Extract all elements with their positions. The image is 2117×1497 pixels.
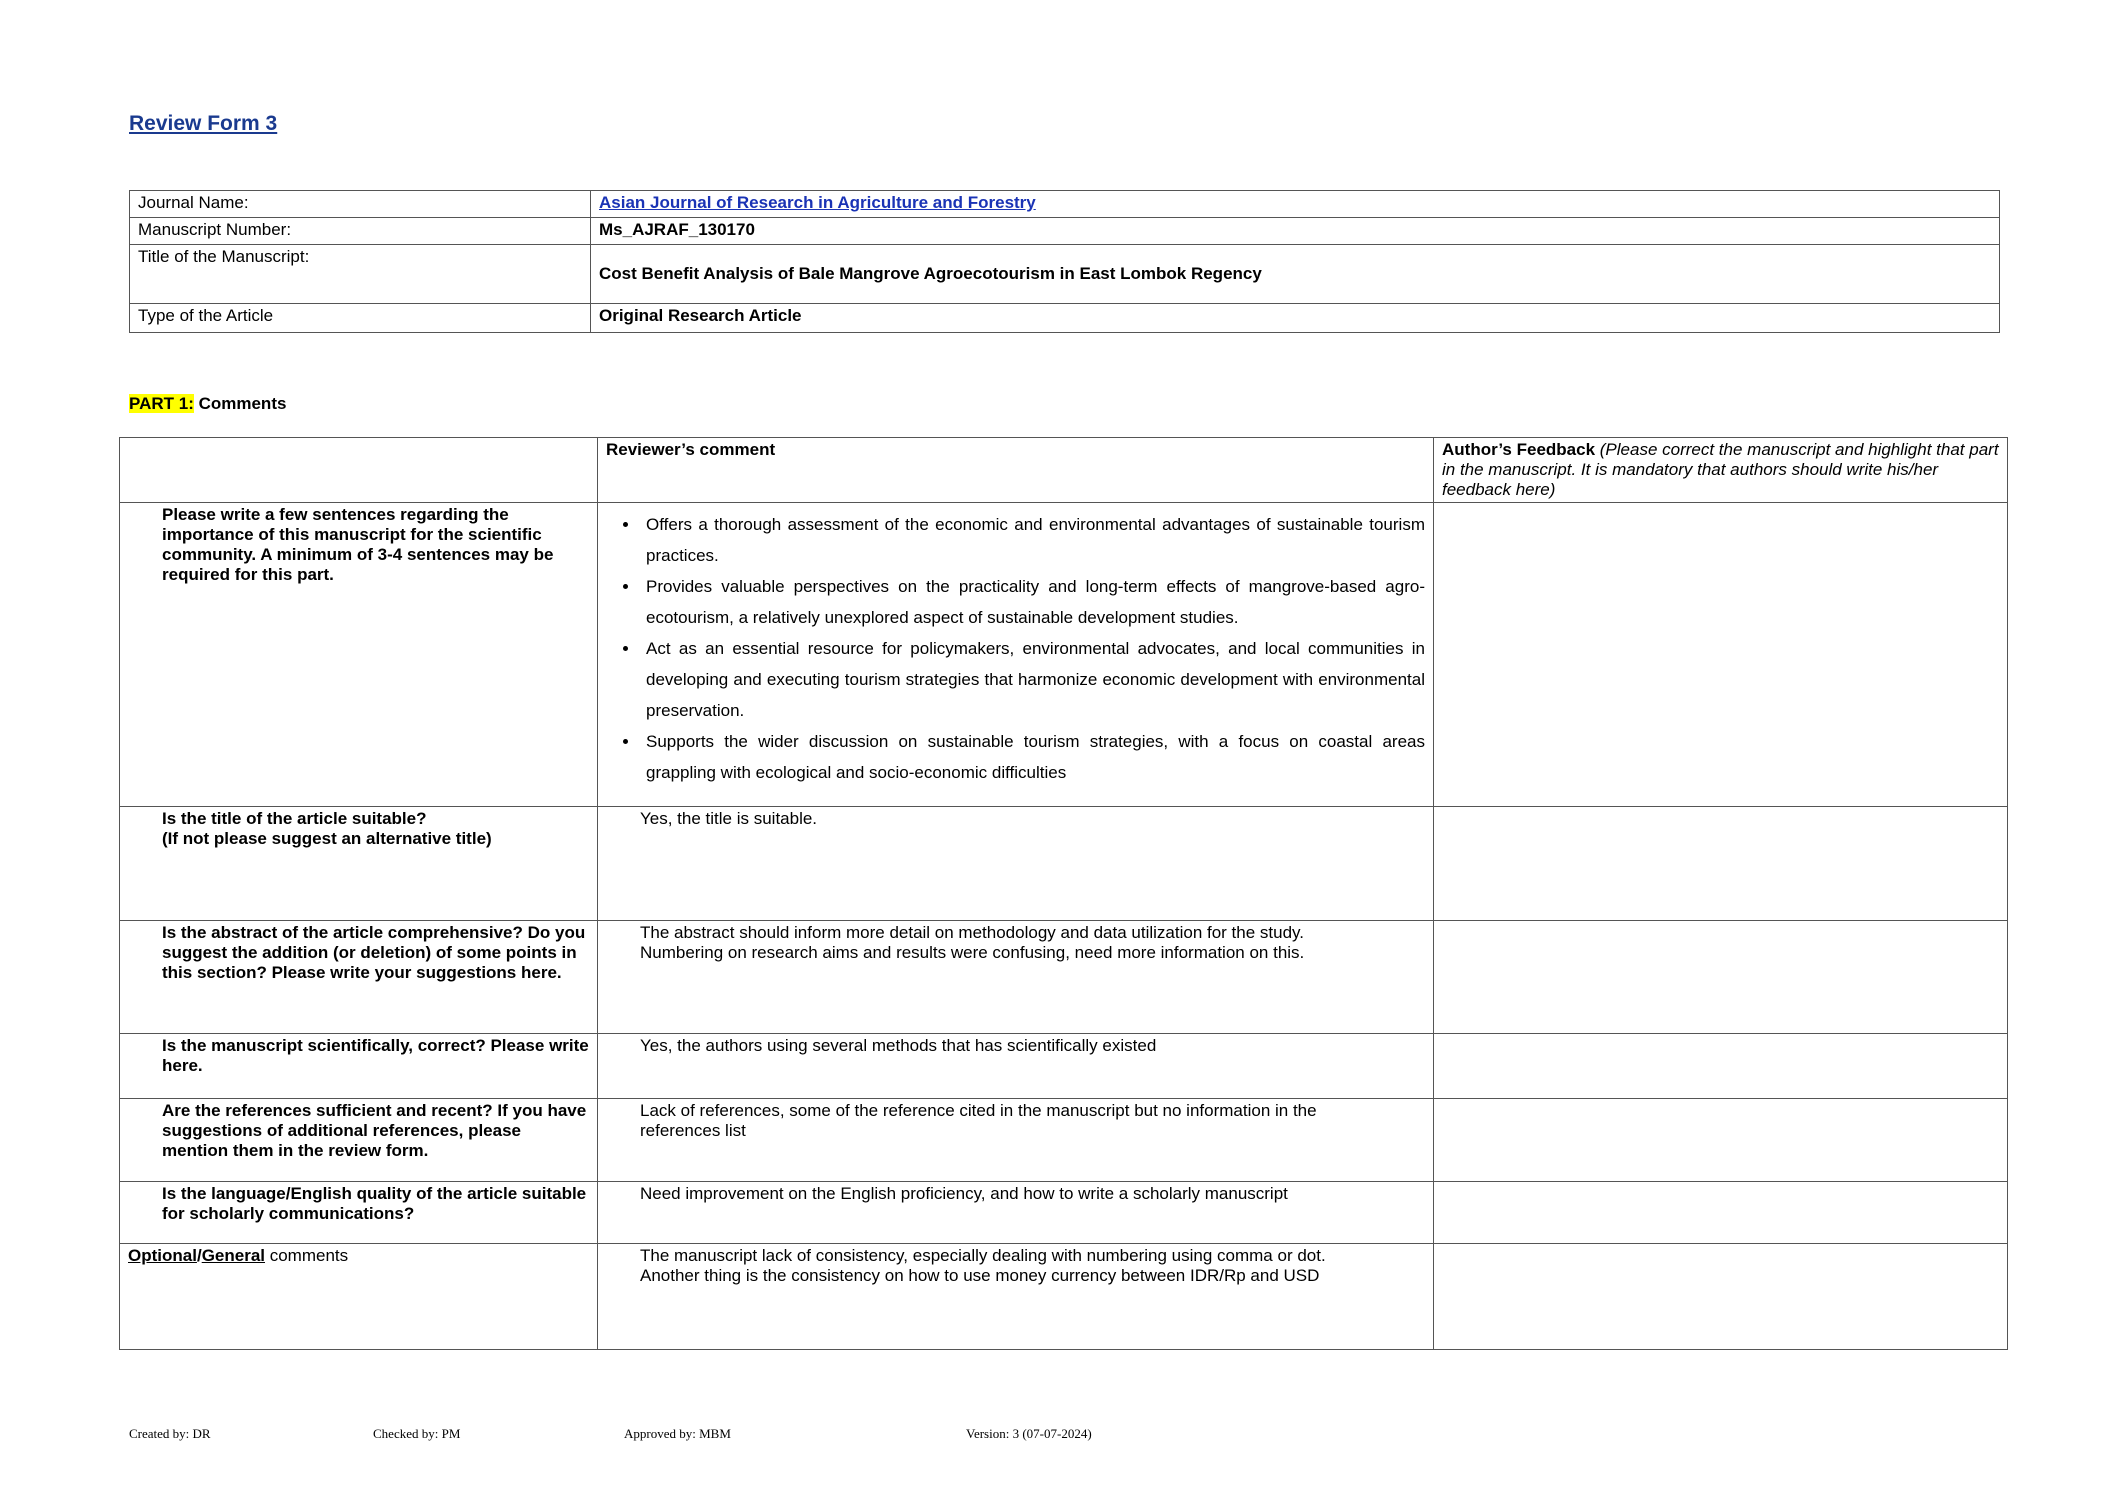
type-value: Original Research Article: [591, 304, 2000, 333]
question: Are the references sufficient and recent? If you have suggestions of additional references, please mention them in the review form.: [120, 1099, 598, 1182]
reviewer-comment[interactable]: The abstract should inform more detail on methodology and data utilization for the study. Numbering on research aims and results were confusing, need more information on this.: [598, 921, 1434, 1034]
created-by: Created by: DR: [129, 1426, 211, 1441]
author-feedback-cell[interactable]: [1434, 1099, 2008, 1182]
reviewer-comment[interactable]: Yes, the title is suitable.: [598, 807, 1434, 921]
title-label: Title of the Manuscript:: [130, 245, 591, 304]
comment-bullet: • Supports the wider discussion on sustainable tourism strategies, with a focus on coastal areas grappling with ecological and socio-economic difficulties: [640, 726, 1425, 788]
journal-link[interactable]: Asian Journal of Research in Agriculture and Forestry: [599, 193, 1036, 212]
reviewer-comment[interactable]: Yes, the authors using several methods that has scientifically existed: [598, 1034, 1434, 1099]
question: Is the title of the article suitable? (If not please suggest an alternative title): [120, 807, 598, 921]
comment-bullet: • Offers a thorough assessment of the economic and environmental advantages of sustainable tourism practices.: [640, 509, 1425, 571]
part-label: PART 1:: [129, 394, 194, 413]
comments-table: [119, 437, 2008, 1350]
form-title-link[interactable]: Review Form 3: [129, 112, 278, 135]
reviewer-comment[interactable]: [598, 503, 1434, 807]
slash: /: [196, 1246, 202, 1265]
ms-label: Manuscript Number:: [130, 218, 591, 245]
reviewer-comment[interactable]: Lack of references, some of the reference cited in the manuscript but no information in the references list: [598, 1099, 1434, 1182]
optional-word: Optional: [128, 1246, 197, 1265]
reviewer-comment[interactable]: Need improvement on the English proficiency, and how to write a scholarly manuscript: [598, 1182, 1434, 1244]
reviewer-header: Reviewer’s comment: [598, 438, 1434, 503]
question: Is the language/English quality of the article suitable for scholarly communications?: [120, 1182, 598, 1244]
comment-bullet: • Act as an essential resource for policymakers, environmental advocates, and local communities in developing and executing tourism strategies that harmonize economic development with environmental preservation.: [640, 633, 1425, 726]
comment-bullet: • Provides valuable perspectives on the practicality and long-term effects of mangrove-based agro-ecotourism, a relatively unexplored aspect of sustainable development studies.: [640, 571, 1425, 633]
empty-header: [120, 438, 598, 503]
author-feedback-cell[interactable]: [1434, 1182, 2008, 1244]
type-label: Type of the Article: [130, 304, 591, 333]
manuscript-info-table: [129, 190, 2000, 333]
optional-label: [120, 1244, 598, 1350]
question: Is the abstract of the article comprehensive? Do you suggest the addition (or deletion) of some points in this section? Please write your suggestions here.: [120, 921, 598, 1034]
ms-value: Ms_AJRAF_130170: [591, 218, 2000, 245]
approved-by: Approved by: MBM: [624, 1426, 731, 1441]
author-header-note: (Please correct the manuscript and highlight that part in the manuscript. It is mandatory that authors should write his/her feedback here): [1442, 440, 1999, 499]
journal-label: Journal Name:: [130, 191, 591, 218]
version: Version: 3 (07-07-2024): [966, 1426, 1092, 1441]
part-text: Comments: [193, 394, 287, 413]
question: Please write a few sentences regarding the importance of this manuscript for the scientific community. A minimum of 3-4 sentences may be required for this part.: [120, 503, 598, 807]
question: Is the manuscript scientifically, correct? Please write here.: [120, 1034, 598, 1099]
author-feedback-cell[interactable]: [1434, 503, 2008, 807]
author-header-bold: Author’s Feedback: [1442, 440, 1596, 459]
author-feedback-cell[interactable]: [1434, 921, 2008, 1034]
author-header: [1434, 438, 2008, 503]
checked-by: Checked by: PM: [373, 1426, 461, 1441]
comments-word: comments: [265, 1246, 349, 1265]
author-feedback-cell[interactable]: [1434, 1034, 2008, 1099]
part-heading: [129, 394, 286, 414]
title-value: Cost Benefit Analysis of Bale Mangrove Agroecotourism in East Lombok Regency: [591, 245, 2000, 304]
reviewer-comment[interactable]: The manuscript lack of consistency, especially dealing with numbering using comma or dot. Another thing is the consistency on how to use money currency between IDR/Rp and USD: [598, 1244, 1434, 1350]
general-word: General: [201, 1246, 265, 1265]
author-feedback-cell[interactable]: [1434, 1244, 2008, 1350]
author-feedback-cell[interactable]: [1434, 807, 2008, 921]
